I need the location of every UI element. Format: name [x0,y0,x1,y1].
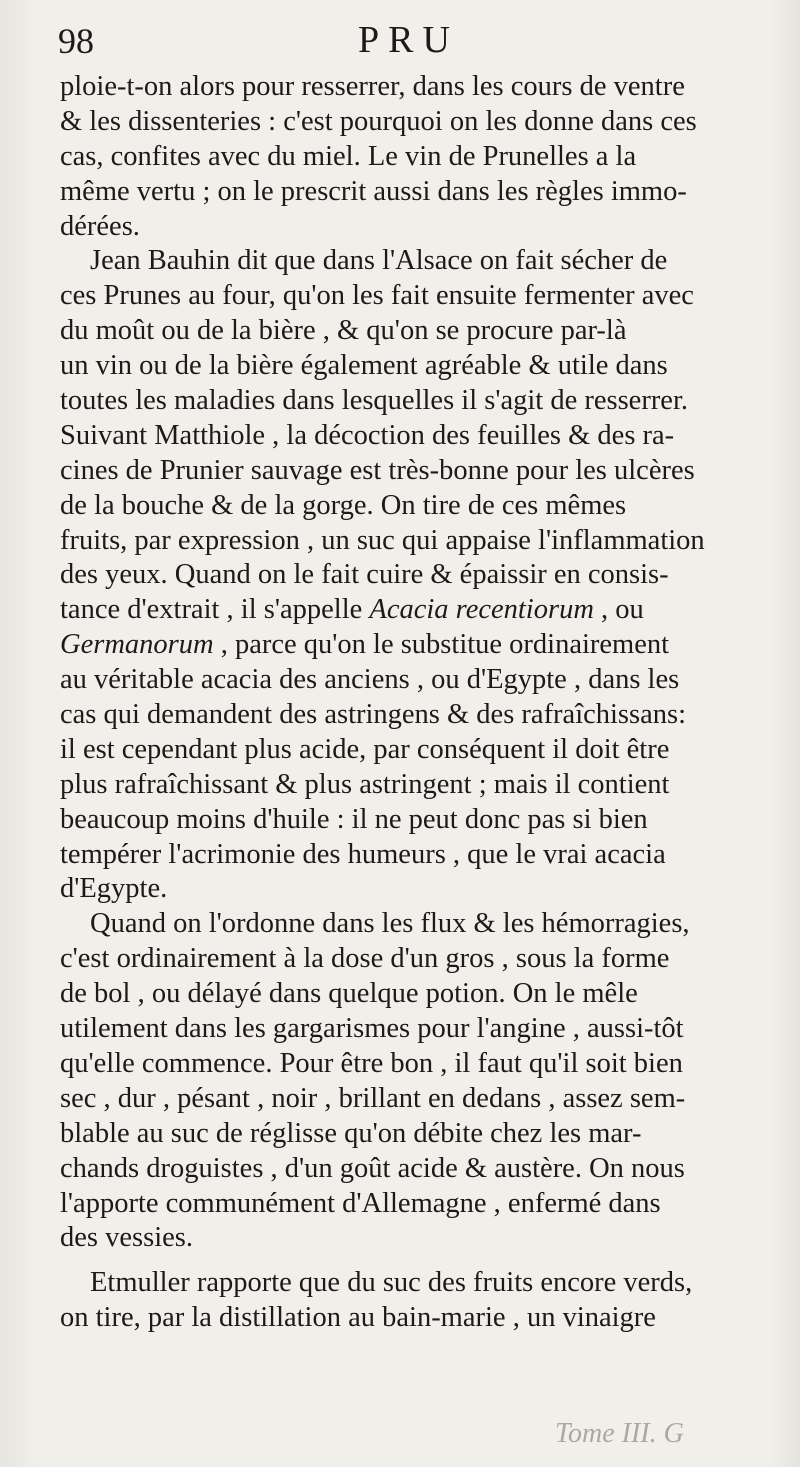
text-line: c'est ordinairement à la dose d'un gros , sous la forme [60,943,670,975]
text-line: un vin ou de la bière également agréable & utile dans [60,350,668,382]
text-line: tempérer l'acrimonie des humeurs , que le vrai acacia [60,838,666,870]
text-line: chands droguistes , d'un goût acide & austère. On nous [60,1152,685,1184]
text-line: sec , dur , pésant , noir , brillant en dedans , assez sem- [60,1082,686,1114]
italic-term: Acacia recentiorum [369,594,594,626]
text-line: des vessies. [60,1222,193,1254]
text-span: , ou [593,594,644,626]
signature-mark: Tome III. G [555,1418,684,1449]
page-number: 98 [58,21,94,61]
text-line: Suivant Matthiole , la décoction des feuilles & des ra- [60,419,675,451]
text-line: qu'elle commence. Pour être bon , il faut qu'il soit bien [60,1047,683,1079]
text-line: utilement dans les gargarismes pour l'angine , aussi-tôt [60,1013,684,1045]
text-line: Jean Bauhin dit que dans l'Alsace on fait sécher de [90,245,668,277]
text-line: même vertu ; on le prescrit aussi dans les règles immo- [60,175,687,207]
text-line: dérées. [60,210,140,242]
text-line: cas qui demandent des astringens & des rafraîchissans: [60,699,687,731]
text-line: des yeux. Quand on le fait cuire & épaissir en consis- [60,559,669,591]
text-line: il est cependant plus acide, par conséquent il doit être [60,733,670,765]
italic-term: Germanorum [60,629,214,661]
text-line: on tire, par la distillation au bain-marie , un vinaigre [60,1302,656,1334]
text-line: & les dissenteries : c'est pourquoi on les donne dans ces [60,105,697,137]
text-line: ces Prunes au four, qu'on les fait ensuite fermenter avec [60,280,694,312]
page-header [58,12,788,62]
text-line-mixed [60,628,790,663]
text-line: de bol , ou délayé dans quelque potion. On le mêle [60,978,638,1010]
text-line: de la bouche & de la gorge. On tire de ces mêmes [60,489,627,521]
text-line: Etmuller rapporte que du suc des fruits encore verds, [90,1267,693,1299]
text-line: cines de Prunier sauvage est très-bonne pour les ulcères [60,454,695,486]
text-line: toutes les maladies dans lesquelles il s'agit de resserrer. [60,385,689,417]
body-text [60,70,790,1336]
text-line: Quand on l'ordonne dans les flux & les hémorragies, [90,908,690,940]
paragraph-gap [60,1256,790,1266]
text-line: blable au suc de réglisse qu'on débite chez les mar- [60,1117,642,1149]
text-line: plus rafraîchissant & plus astringent ; mais il contient [60,768,670,800]
text-line: au véritable acacia des anciens , ou d'Egypte , dans les [60,664,680,696]
text-line: beaucoup moins d'huile : il ne peut donc pas si bien [60,803,648,835]
text-line: ploie-t-on alors pour resserrer, dans les cours de ventre [60,71,685,102]
text-span: , parce qu'on le substitue ordinairement [213,629,670,661]
text-line: l'apporte communément d'Allemagne , enfermé dans [60,1187,661,1219]
text-line: cas, confites avec du miel. Le vin de Prunelles a la [60,140,637,172]
text-line: du moût ou de la bière , & qu'on se procure par-là [60,315,627,347]
running-head: PRU [358,19,459,61]
text-line: d'Egypte. [60,873,168,905]
text-span: tance d'extrait , il s'appelle [60,594,370,626]
text-line: fruits, par expression , un suc qui appaise l'inflammation [60,524,705,556]
text-line-mixed [60,593,790,628]
